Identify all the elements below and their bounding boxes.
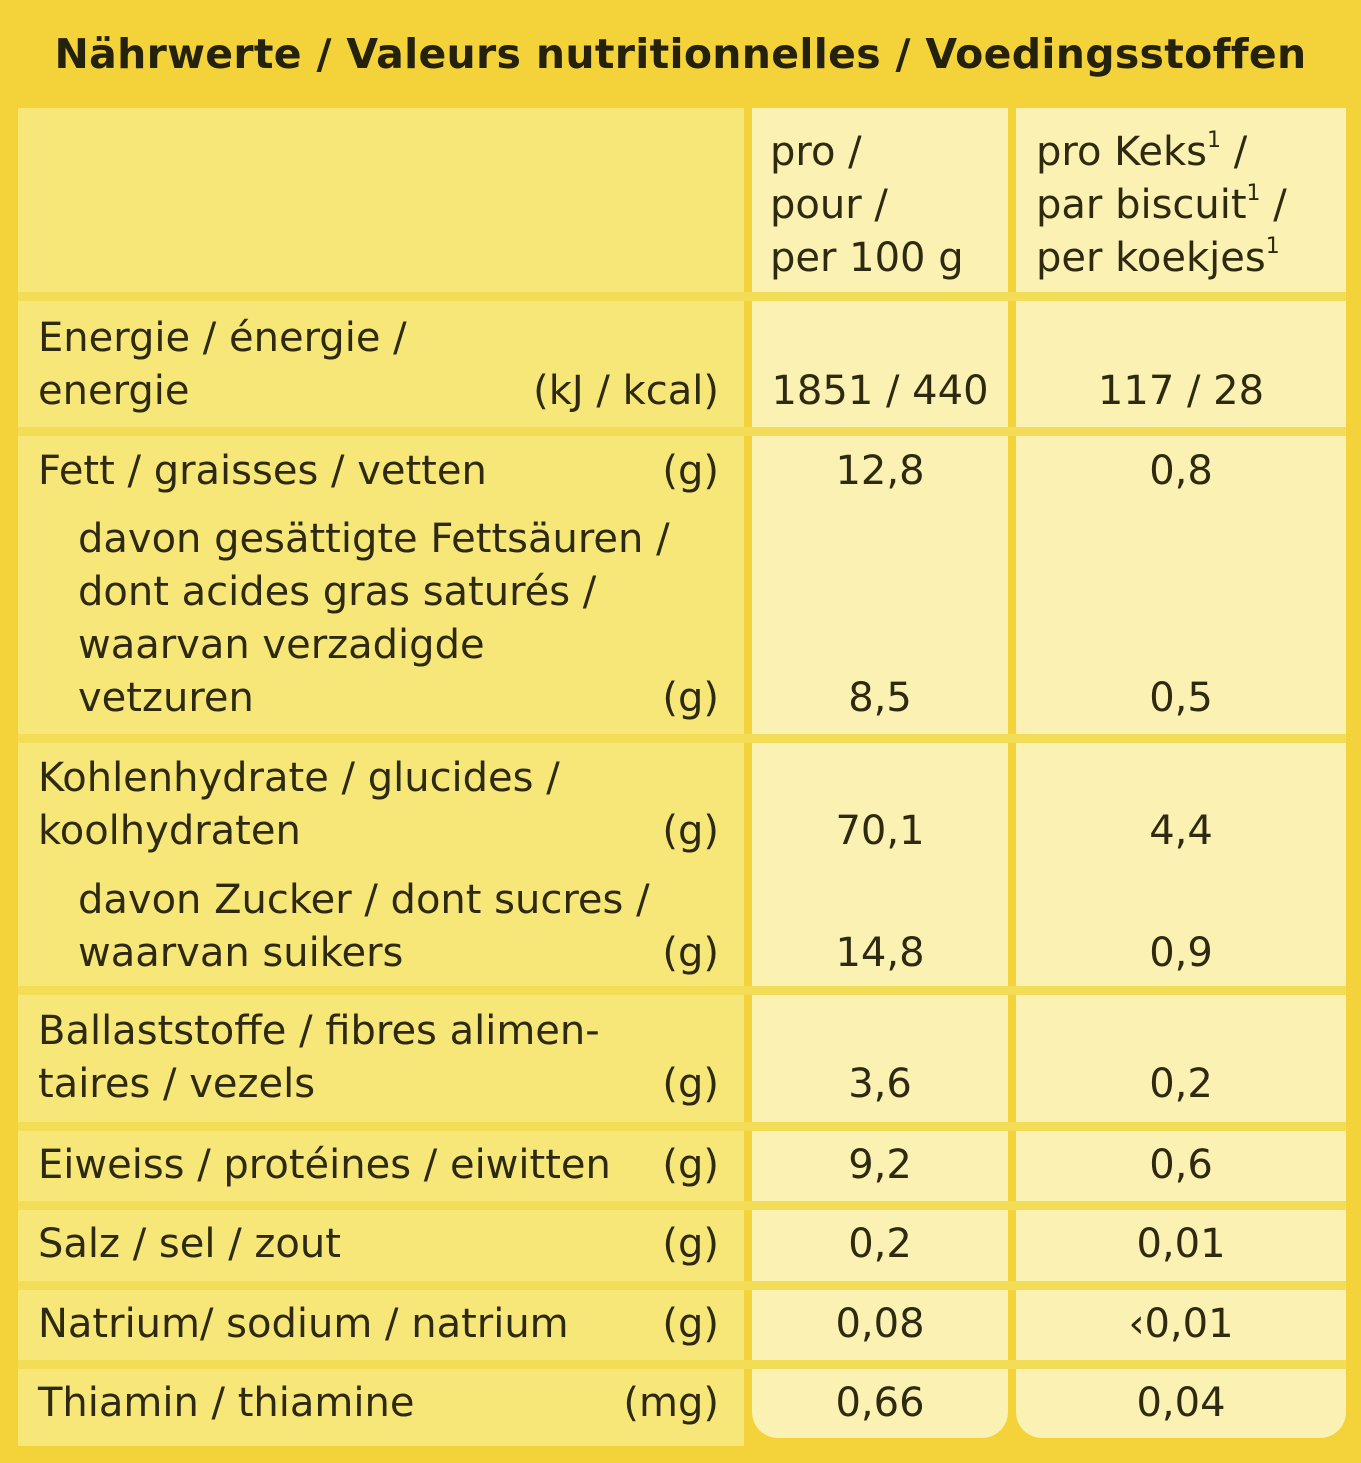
header-text: pro Keks: [1036, 129, 1207, 175]
value-per-biscuit: 4,4: [1149, 808, 1213, 854]
unit-energy: (kJ / kcal): [533, 368, 719, 414]
header-per-100g: [770, 126, 964, 285]
unit-protein: (g): [662, 1142, 719, 1188]
label-line: Energie / énergie /: [38, 315, 407, 361]
row-label-sugars: [78, 874, 650, 980]
row-label-saturated-fat: [78, 513, 670, 725]
value-per-biscuit: ‹0,01: [1128, 1301, 1234, 1347]
label-line: Kohlenhydrate / glucides /: [38, 755, 560, 801]
header-per-biscuit-line: [1036, 179, 1287, 232]
header-per-biscuit: [1036, 126, 1287, 285]
row-label-thiamin: [38, 1377, 414, 1430]
label-line: Thiamin / thiamine: [38, 1380, 415, 1426]
label-line: taires / vezels: [38, 1061, 316, 1107]
label-line: davon gesättigte Fettsäuren /: [78, 516, 670, 562]
value-per-100g: 9,2: [848, 1142, 912, 1188]
value-per-biscuit: 0,9: [1149, 930, 1213, 976]
unit-sugars: (g): [662, 930, 719, 976]
label-line: waarvan suikers: [78, 930, 404, 976]
value-per-100g: 0,2: [848, 1221, 912, 1267]
value-per-100g: 0,66: [835, 1380, 925, 1426]
value-per-100g: 1851 / 440: [771, 368, 989, 414]
row-label-fat: [38, 445, 487, 498]
label-line: energie: [38, 368, 190, 414]
value-per-biscuit: 0,6: [1149, 1142, 1213, 1188]
value-per-100g: 12,8: [835, 448, 925, 494]
row-divider: [18, 1201, 1346, 1210]
row-divider: [18, 292, 1346, 301]
value-per-biscuit: 117 / 28: [1097, 368, 1265, 414]
label-line: Fett / graisses / vetten: [38, 448, 487, 494]
row-divider: [18, 1122, 1346, 1131]
row-label-protein: [38, 1139, 611, 1192]
value-per-biscuit: 0,8: [1149, 448, 1213, 494]
header-slash: /: [1260, 182, 1287, 228]
unit-thiamin: (mg): [623, 1380, 719, 1426]
label-line: Salz / sel / zout: [38, 1221, 341, 1267]
label-line: Eiweiss / protéines / eiwitten: [38, 1142, 611, 1188]
unit-salt: (g): [662, 1221, 719, 1267]
row-divider: [18, 734, 1346, 743]
unit-fat: (g): [662, 448, 719, 494]
label-line: dont acides gras saturés /: [78, 569, 597, 615]
header-text: per koekjes: [1036, 235, 1266, 281]
footnote-mark: 1: [1207, 128, 1221, 153]
label-line: koolhydraten: [38, 808, 301, 854]
row-label-carbohydrates: [38, 752, 560, 858]
row-label-sodium: [38, 1298, 569, 1351]
row-divider: [18, 1281, 1346, 1290]
unit-saturated-fat: (g): [662, 675, 719, 721]
value-per-100g: 3,6: [848, 1061, 912, 1107]
label-line: waarvan verzadigde: [78, 622, 485, 668]
value-per-100g: 70,1: [835, 808, 925, 854]
row-label-energy: [38, 312, 407, 418]
row-label-fibre: [38, 1005, 600, 1111]
header-per-biscuit-line: [1036, 126, 1287, 179]
header-per-100g-line: pour /: [770, 182, 888, 228]
row-divider: [18, 986, 1346, 995]
header-slash: /: [1221, 129, 1248, 175]
label-line: Natrium/ sodium / natrium: [38, 1301, 569, 1347]
label-line: davon Zucker / dont sucres /: [78, 877, 650, 923]
row-label-salt: [38, 1218, 341, 1271]
value-per-100g: 14,8: [835, 930, 925, 976]
header-text: par biscuit: [1036, 182, 1247, 228]
unit-fibre: (g): [662, 1061, 719, 1107]
value-per-100g: 8,5: [848, 675, 912, 721]
value-per-biscuit: 0,04: [1136, 1380, 1226, 1426]
table-title: Nährwerte / Valeurs nutritionnelles / Voedingsstoffen: [54, 30, 1307, 78]
header-per-100g-line: pro /: [770, 129, 862, 175]
unit-sodium: (g): [662, 1301, 719, 1347]
row-divider: [18, 427, 1346, 436]
footnote-mark: 1: [1265, 234, 1280, 259]
label-line: Ballaststoffe / fibres alimen-: [38, 1008, 600, 1054]
value-per-biscuit: 0,5: [1149, 675, 1213, 721]
unit-carbohydrates: (g): [662, 808, 719, 854]
value-per-biscuit: 0,2: [1149, 1061, 1213, 1107]
footnote-mark: 1: [1246, 181, 1261, 206]
row-divider: [18, 1360, 1346, 1369]
label-line: vetzuren: [78, 675, 254, 721]
header-per-100g-line: per 100 g: [770, 235, 964, 281]
value-per-biscuit: 0,01: [1136, 1221, 1226, 1267]
value-per-100g: 0,08: [835, 1301, 925, 1347]
header-per-biscuit-line: [1036, 232, 1287, 285]
